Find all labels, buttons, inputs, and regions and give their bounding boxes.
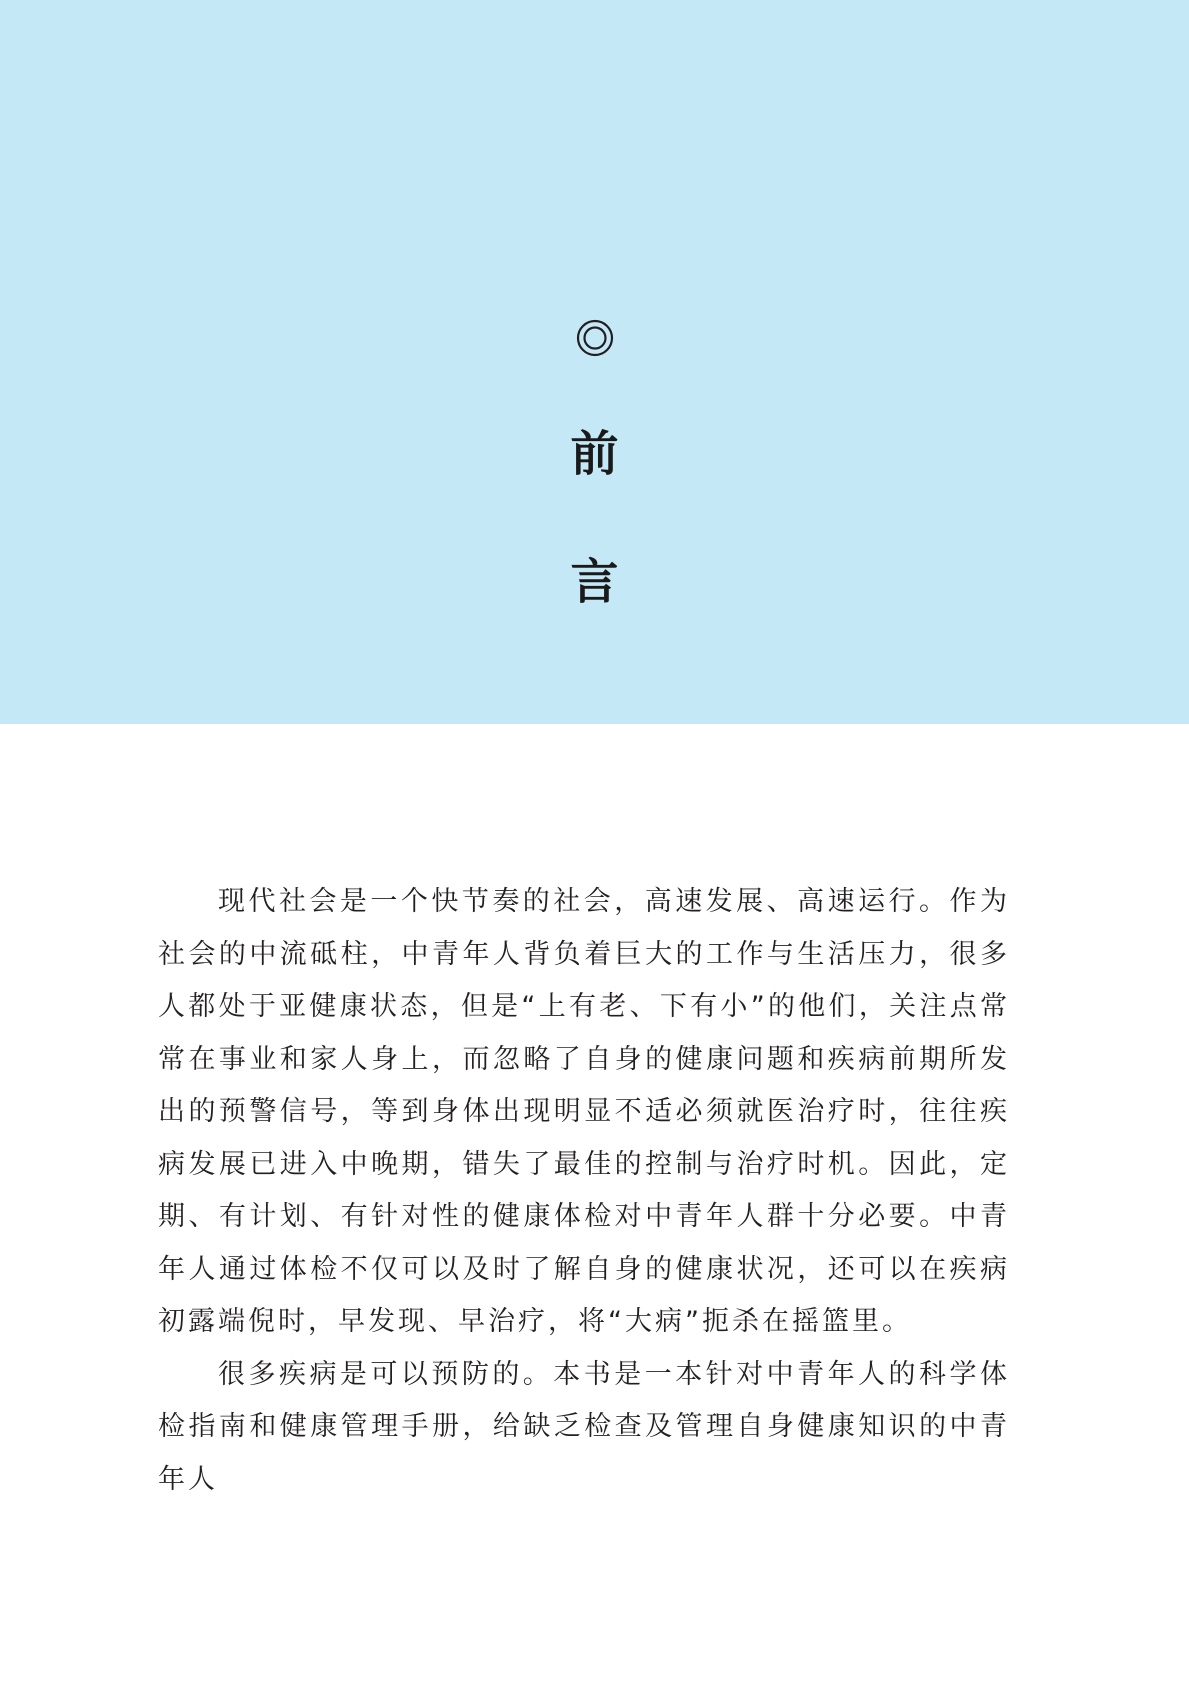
paragraph-2: 很多疾病是可以预防的。本书是一本针对中青年人的科学体检指南和健康管理手册，给缺乏检查及管理自身健康知识的中青年人 (158, 1358, 1010, 1495)
preface-body (158, 876, 1010, 1506)
double-circle-icon (575, 318, 615, 358)
heading-block (0, 318, 1189, 610)
title-char-1: 前 (570, 426, 619, 482)
paragraph-1: 现代社会是一个快节奏的社会，高速发展、高速运行。作为社会的中流砥柱，中青年人背负着巨大的工作与生活压力，很多人都处于亚健康状态，但是“上有老、下有小”的他们，关注点常常在事业和家人身上，而忽略了自身的健康问题和疾病前期所发出的预警信号，等到身体出现明显不适必须就医治疗时，往往疾病发展已进入中晚期，错失了最佳的控制与治疗时机。因此，定期、有计划、有针对性的健康体检对中青年人群十分必要。中青年人通过体检不仅可以及时了解自身的健康状况，还可以在疾病初露端倪时，早发现、早治疗，将“大病”扼杀在摇篮里。 (158, 886, 1010, 1337)
title-char-2: 言 (570, 554, 619, 610)
